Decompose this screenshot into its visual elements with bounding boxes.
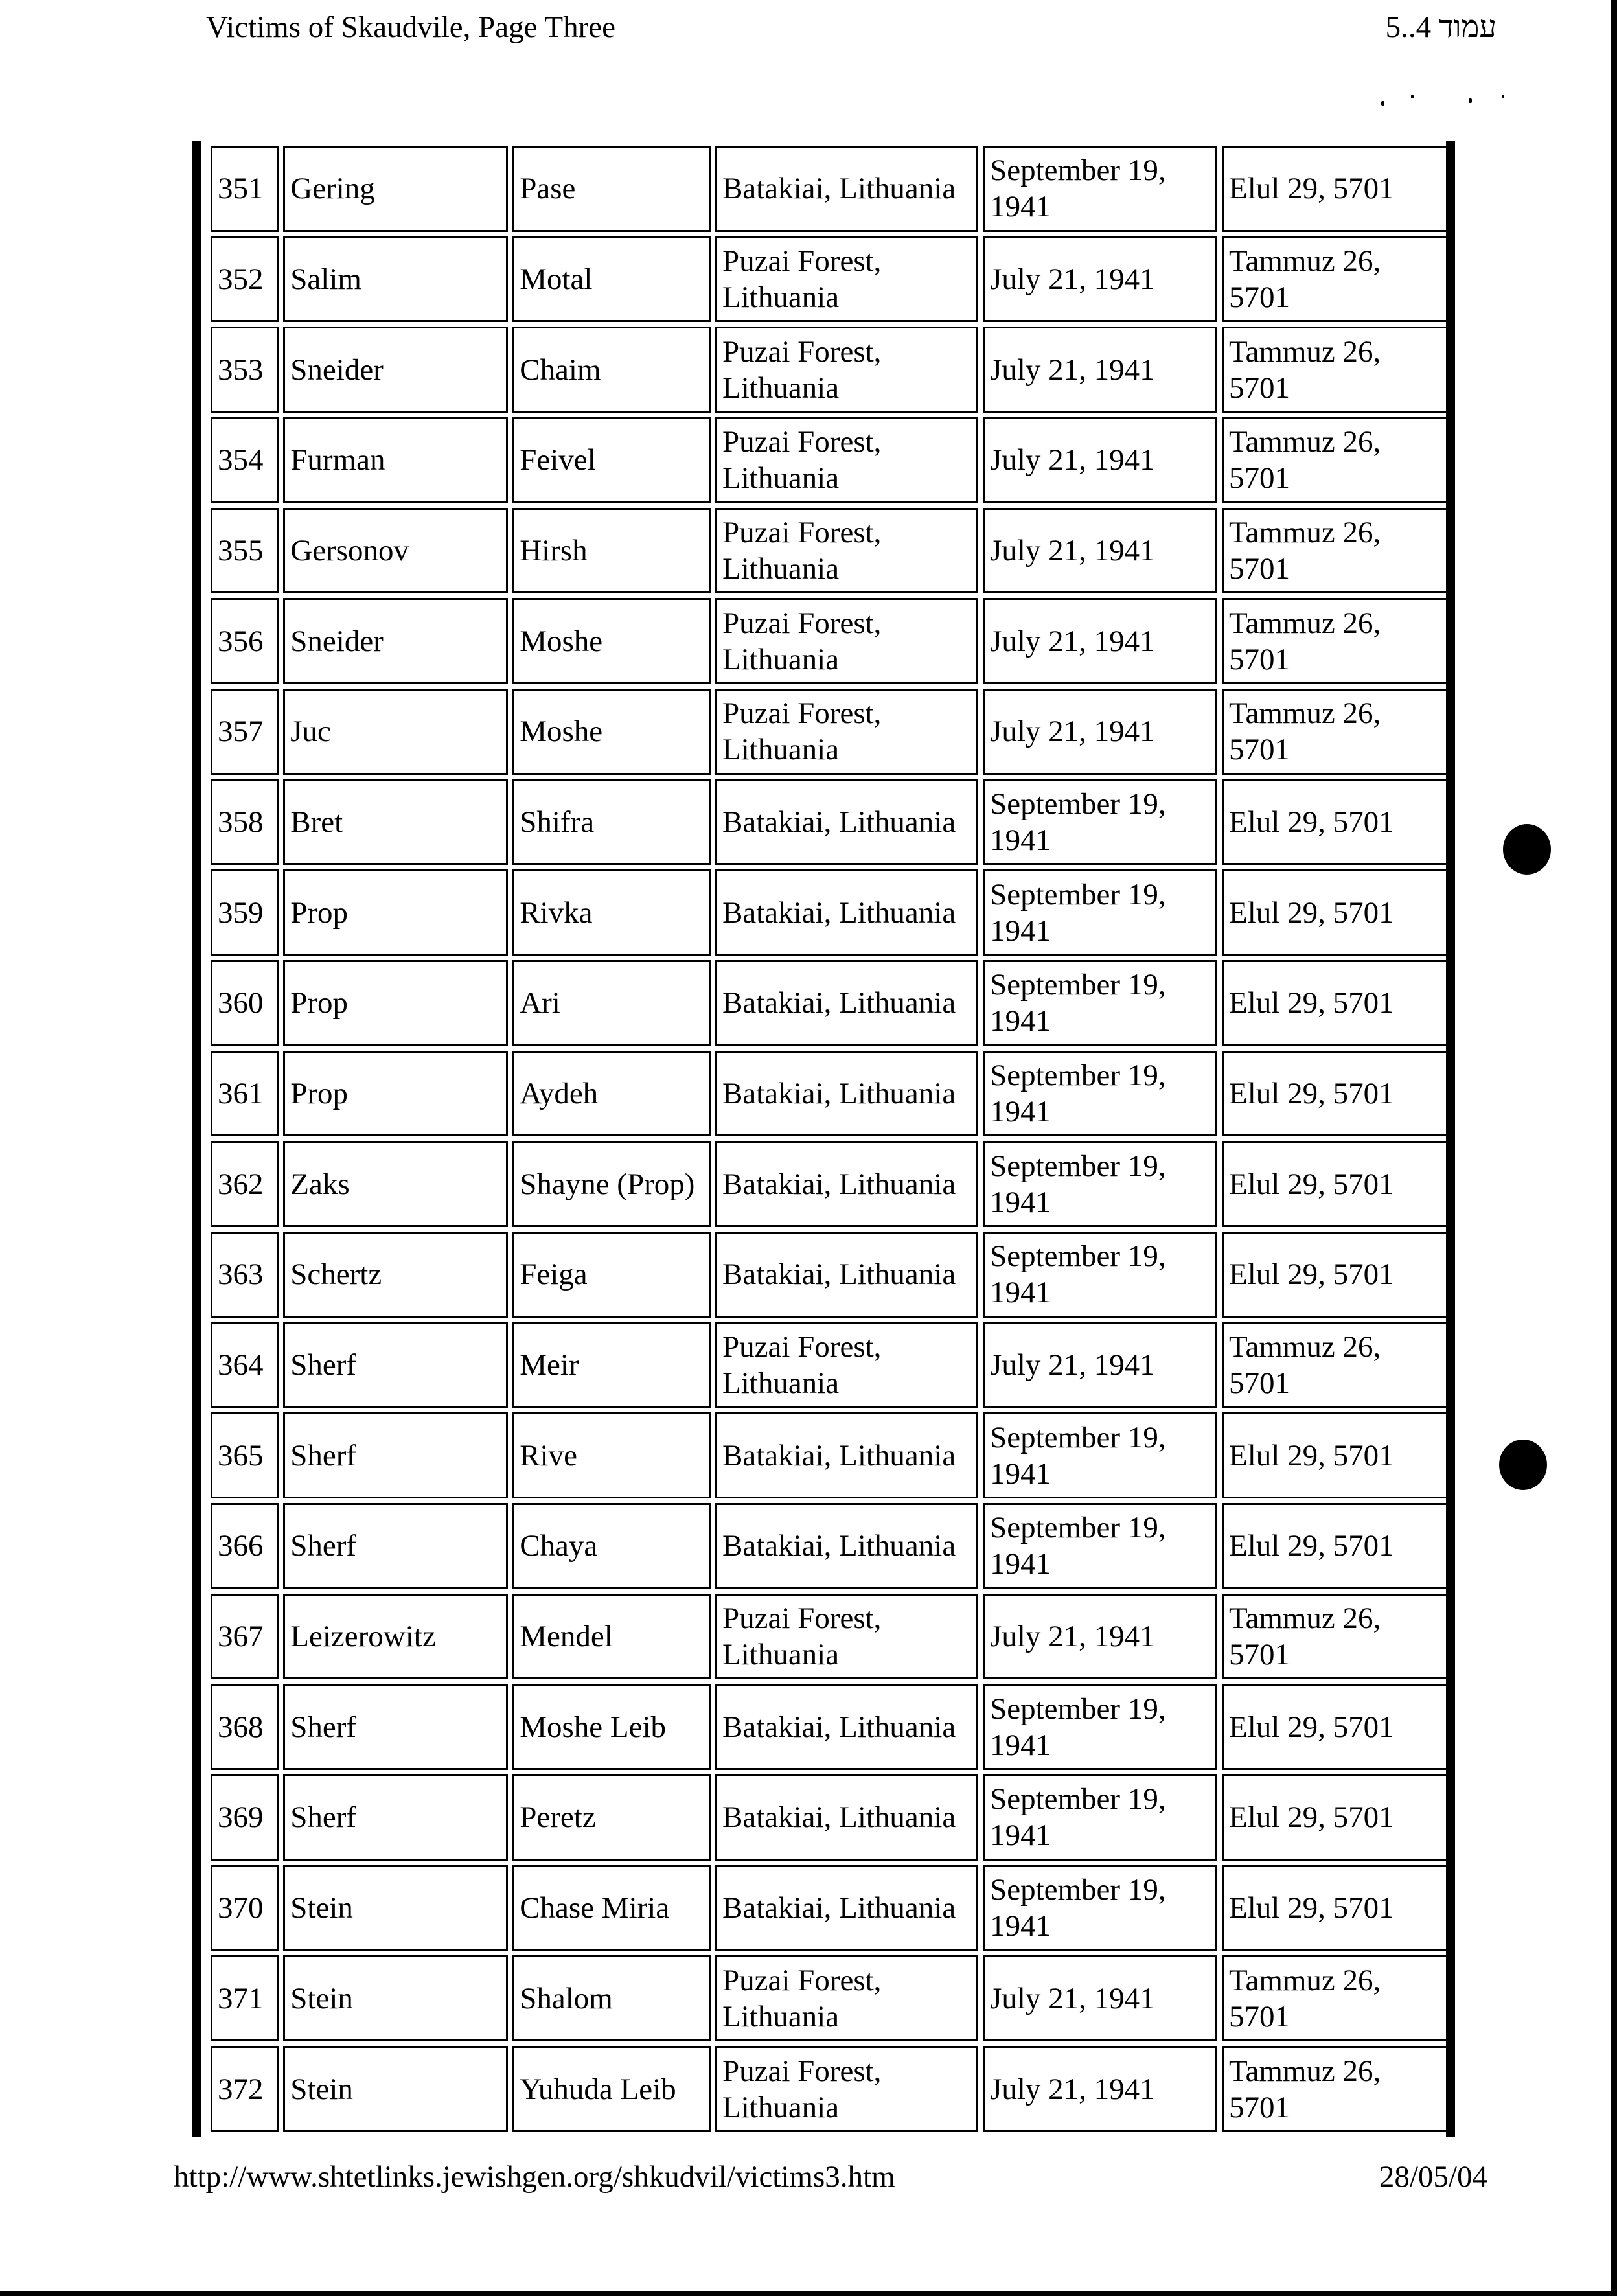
row-number-cell: 371 (211, 1955, 279, 2041)
first-name-cell: Yuhuda Leib (512, 2046, 711, 2132)
first-name-cell: Rive (512, 1412, 711, 1498)
first-name-cell: Feiga (512, 1232, 711, 1318)
row-number-cell: 370 (211, 1865, 279, 1951)
last-name-cell: Prop (283, 869, 508, 956)
hebrew-date-cell: Tammuz 26, 5701 (1222, 1955, 1449, 2041)
punch-hole (1503, 824, 1551, 875)
date-cell: July 21, 1941 (983, 1955, 1217, 2041)
last-name-cell: Sneider (283, 327, 508, 413)
row-number-cell: 363 (211, 1232, 279, 1318)
table-row (211, 146, 1449, 232)
table-row (211, 689, 1449, 775)
first-name-cell: Chaya (512, 1503, 711, 1589)
page-number (1386, 6, 1497, 48)
hebrew-date-cell: Elul 29, 5701 (1222, 1141, 1449, 1227)
first-name-cell: Moshe (512, 598, 711, 684)
last-name-cell: Juc (283, 689, 508, 775)
hebrew-date-cell: Tammuz 26, 5701 (1222, 598, 1449, 684)
date-cell: September 19, 1941 (983, 1051, 1217, 1137)
last-name-cell: Sherf (283, 1503, 508, 1589)
scan-speck (1502, 95, 1504, 98)
place-cell: Puzai Forest, Lithuania (715, 598, 978, 684)
first-name-cell: Chase Miria (512, 1865, 711, 1951)
date-cell: September 19, 1941 (983, 1412, 1217, 1498)
page-word-hebrew: עמוד (1438, 10, 1497, 44)
hebrew-date-cell: Elul 29, 5701 (1222, 1684, 1449, 1770)
table-row (211, 1141, 1449, 1227)
place-cell: Batakiai, Lithuania (715, 1051, 978, 1137)
last-name-cell: Gering (283, 146, 508, 232)
row-number-cell: 368 (211, 1684, 279, 1770)
hebrew-date-cell: Tammuz 26, 5701 (1222, 689, 1449, 775)
date-cell: July 21, 1941 (983, 508, 1217, 594)
table-row (211, 236, 1449, 323)
first-name-cell: Hirsh (512, 508, 711, 594)
date-cell: September 19, 1941 (983, 1865, 1217, 1951)
date-cell: September 19, 1941 (983, 1141, 1217, 1227)
place-cell: Batakiai, Lithuania (715, 1232, 978, 1318)
source-url: http://www.shtetlinks.jewishgen.org/shkudvil/victims3.htm (174, 2160, 895, 2194)
table-row (211, 869, 1449, 956)
row-number-cell: 351 (211, 146, 279, 232)
last-name-cell: Stein (283, 1865, 508, 1951)
row-number-cell: 367 (211, 1594, 279, 1680)
row-number-cell: 360 (211, 960, 279, 1046)
table-row (211, 1503, 1449, 1589)
place-cell: Puzai Forest, Lithuania (715, 689, 978, 775)
date-cell: September 19, 1941 (983, 1503, 1217, 1589)
place-cell: Batakiai, Lithuania (715, 146, 978, 232)
table-row (211, 598, 1449, 684)
table-row (211, 1322, 1449, 1408)
punch-hole (1499, 1440, 1547, 1490)
date-cell: September 19, 1941 (983, 779, 1217, 866)
hebrew-date-cell: Elul 29, 5701 (1222, 1051, 1449, 1137)
hebrew-date-cell: Tammuz 26, 5701 (1222, 1322, 1449, 1408)
place-cell: Puzai Forest, Lithuania (715, 1322, 978, 1408)
last-name-cell: Sherf (283, 1774, 508, 1861)
row-number-cell: 366 (211, 1503, 279, 1589)
hebrew-date-cell: Tammuz 26, 5701 (1222, 1594, 1449, 1680)
date-cell: July 21, 1941 (983, 1594, 1217, 1680)
row-number-cell: 362 (211, 1141, 279, 1227)
place-cell: Batakiai, Lithuania (715, 1774, 978, 1861)
table-row (211, 1865, 1449, 1951)
last-name-cell: Prop (283, 960, 508, 1046)
hebrew-date-cell: Elul 29, 5701 (1222, 1412, 1449, 1498)
date-cell: September 19, 1941 (983, 960, 1217, 1046)
hebrew-date-cell: Elul 29, 5701 (1222, 146, 1449, 232)
first-name-cell: Chaim (512, 327, 711, 413)
first-name-cell: Meir (512, 1322, 711, 1408)
table-row (211, 2046, 1449, 2132)
first-name-cell: Moshe Leib (512, 1684, 711, 1770)
scan-speck (1411, 95, 1414, 98)
place-cell: Batakiai, Lithuania (715, 960, 978, 1046)
last-name-cell: Sneider (283, 598, 508, 684)
hebrew-date-cell: Tammuz 26, 5701 (1222, 236, 1449, 323)
first-name-cell: Mendel (512, 1594, 711, 1680)
table-row (211, 1051, 1449, 1137)
first-name-cell: Ari (512, 960, 711, 1046)
hebrew-date-cell: Elul 29, 5701 (1222, 1232, 1449, 1318)
date-cell: July 21, 1941 (983, 2046, 1217, 2132)
date-cell: September 19, 1941 (983, 1684, 1217, 1770)
row-number-cell: 357 (211, 689, 279, 775)
last-name-cell: Bret (283, 779, 508, 866)
first-name-cell: Rivka (512, 869, 711, 956)
scan-edge-bottom (0, 2291, 1617, 2296)
table-row (211, 779, 1449, 866)
table-row (211, 508, 1449, 594)
table-row (211, 960, 1449, 1046)
last-name-cell: Gersonov (283, 508, 508, 594)
row-number-cell: 369 (211, 1774, 279, 1861)
date-cell: July 21, 1941 (983, 417, 1217, 503)
table-row (211, 327, 1449, 413)
place-cell: Batakiai, Lithuania (715, 1503, 978, 1589)
place-cell: Batakiai, Lithuania (715, 1412, 978, 1498)
hebrew-date-cell: Elul 29, 5701 (1222, 1503, 1449, 1589)
place-cell: Puzai Forest, Lithuania (715, 508, 978, 594)
hebrew-date-cell: Tammuz 26, 5701 (1222, 327, 1449, 413)
row-number-cell: 364 (211, 1322, 279, 1408)
last-name-cell: Sherf (283, 1322, 508, 1408)
last-name-cell: Stein (283, 1955, 508, 2041)
row-number-cell: 355 (211, 508, 279, 594)
place-cell: Puzai Forest, Lithuania (715, 2046, 978, 2132)
date-cell: September 19, 1941 (983, 1774, 1217, 1861)
date-cell: September 19, 1941 (983, 1232, 1217, 1318)
date-cell: July 21, 1941 (983, 1322, 1217, 1408)
place-cell: Puzai Forest, Lithuania (715, 327, 978, 413)
last-name-cell: Zaks (283, 1141, 508, 1227)
place-cell: Puzai Forest, Lithuania (715, 417, 978, 503)
last-name-cell: Sherf (283, 1412, 508, 1498)
hebrew-date-cell: Elul 29, 5701 (1222, 960, 1449, 1046)
first-name-cell: Peretz (512, 1774, 711, 1861)
scan-edge-right (1611, 0, 1617, 2296)
row-number-cell: 359 (211, 869, 279, 956)
date-cell: July 21, 1941 (983, 689, 1217, 775)
date-cell: July 21, 1941 (983, 598, 1217, 684)
date-cell: July 21, 1941 (983, 327, 1217, 413)
date-cell: September 19, 1941 (983, 869, 1217, 956)
table-row (211, 1684, 1449, 1770)
place-cell: Puzai Forest, Lithuania (715, 1955, 978, 2041)
row-number-cell: 356 (211, 598, 279, 684)
table-row (211, 1594, 1449, 1680)
table-row (211, 1412, 1449, 1498)
page-title: Victims of Skaudvile, Page Three (206, 10, 615, 44)
first-name-cell: Aydeh (512, 1051, 711, 1137)
row-number-cell: 353 (211, 327, 279, 413)
place-cell: Batakiai, Lithuania (715, 1141, 978, 1227)
victims-table-body (211, 146, 1449, 2132)
last-name-cell: Stein (283, 2046, 508, 2132)
hebrew-date-cell: Tammuz 26, 5701 (1222, 2046, 1449, 2132)
print-date: 28/05/04 (1379, 2160, 1487, 2194)
last-name-cell: Furman (283, 417, 508, 503)
place-cell: Puzai Forest, Lithuania (715, 236, 978, 323)
row-number-cell: 354 (211, 417, 279, 503)
last-name-cell: Sherf (283, 1684, 508, 1770)
table-row (211, 1955, 1449, 2041)
place-cell: Batakiai, Lithuania (715, 1684, 978, 1770)
first-name-cell: Shalom (512, 1955, 711, 2041)
hebrew-date-cell: Elul 29, 5701 (1222, 869, 1449, 956)
first-name-cell: Motal (512, 236, 711, 323)
date-cell: July 21, 1941 (983, 236, 1217, 323)
place-cell: Batakiai, Lithuania (715, 869, 978, 956)
last-name-cell: Leizerowitz (283, 1594, 508, 1680)
page-number-value: 4..5 (1385, 10, 1432, 44)
table-row (211, 417, 1449, 503)
first-name-cell: Moshe (512, 689, 711, 775)
last-name-cell: Prop (283, 1051, 508, 1137)
row-number-cell: 352 (211, 236, 279, 323)
scan-speck (1381, 101, 1384, 106)
scan-speck (1469, 98, 1472, 103)
last-name-cell: Schertz (283, 1232, 508, 1318)
hebrew-date-cell: Elul 29, 5701 (1222, 779, 1449, 866)
last-name-cell: Salim (283, 236, 508, 323)
row-number-cell: 372 (211, 2046, 279, 2132)
first-name-cell: Pase (512, 146, 711, 232)
row-number-cell: 361 (211, 1051, 279, 1137)
date-cell: September 19, 1941 (983, 146, 1217, 232)
first-name-cell: Shayne (Prop) (512, 1141, 711, 1227)
table-row (211, 1232, 1449, 1318)
table-row (211, 1774, 1449, 1861)
hebrew-date-cell: Tammuz 26, 5701 (1222, 508, 1449, 594)
place-cell: Batakiai, Lithuania (715, 779, 978, 866)
hebrew-date-cell: Tammuz 26, 5701 (1222, 417, 1449, 503)
first-name-cell: Feivel (512, 417, 711, 503)
row-number-cell: 365 (211, 1412, 279, 1498)
victims-table (206, 141, 1454, 2137)
hebrew-date-cell: Elul 29, 5701 (1222, 1774, 1449, 1861)
first-name-cell: Shifra (512, 779, 711, 866)
place-cell: Batakiai, Lithuania (715, 1865, 978, 1951)
row-number-cell: 358 (211, 779, 279, 866)
hebrew-date-cell: Elul 29, 5701 (1222, 1865, 1449, 1951)
place-cell: Puzai Forest, Lithuania (715, 1594, 978, 1680)
